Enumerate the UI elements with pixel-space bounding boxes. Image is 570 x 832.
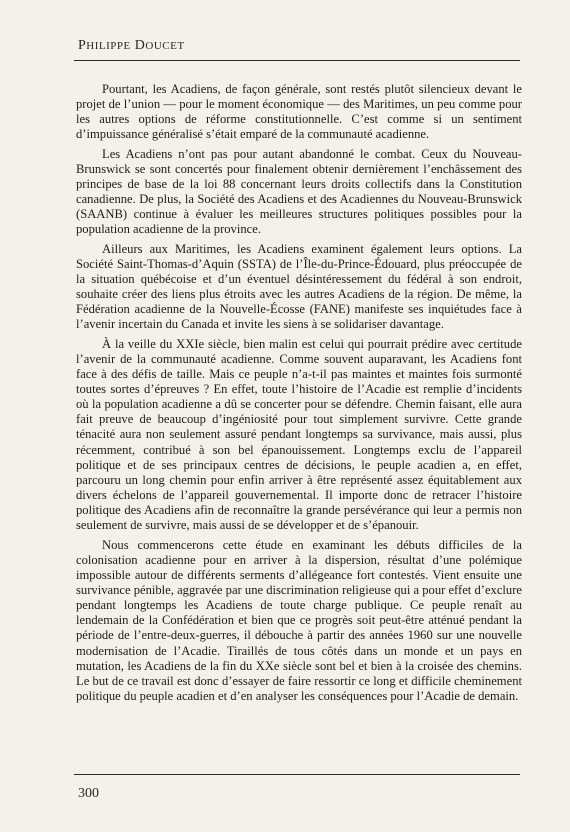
running-head: PHILIPPE DOUCET [78,38,185,53]
body-text [76,82,522,708]
paragraph-3: Ailleurs aux Maritimes, les Acadiens examinent également leurs options. La Société Saint-Thomas-d’Aquin (SSTA) de l’Île-du-Prince-Édouard, plus préoccupée de la situation québécoise et d’un éventuel désintéressement du fédéral à son endroit, souhaite créer des liens plus étroits avec les autres Acadiens de la région. De même, la Fédération acadienne de la Nouvelle-Écosse (FANE) manifeste ses inquiétudes face à l’avenir incertain du Canada et invite les siens à se solidariser davantage. [76,241,522,332]
footer-rule [74,774,520,775]
paragraph-2: Les Acadiens n’ont pas pour autant abandonné le combat. Ceux du Nouveau-Brunswick se sont concertés pour finalement obtenir dernièrement l’enchâssement des principes de base de la loi 88 concernant leurs droits collectifs dans la Constitution canadienne. De plus, la Société des Acadiens et des Acadiennes du Nouveau-Brunswick (SAANB) continue à évaluer les meilleures structures politiques possibles pour la population acadienne de la province. [76,146,522,237]
paragraph-1: Pourtant, les Acadiens, de façon générale, sont restés plutôt silencieux devant le projet de l’union — pour le moment économique — des Maritimes, un peu comme pour les autres options de réforme constitutionnelle. C’est comme si un sentiment d’impuissance généralisé s’était emparé de la communauté acadienne. [76,82,522,142]
paragraph-4: À la veille du XXIe siècle, bien malin est celui qui pourrait prédire avec certitude l’avenir de la communauté acadienne. Comme souvent auparavant, les Acadiens font face à des défis de taille. Mais ce peuple n’a-t-il pas maintes et maintes fois surmonté toutes sortes d’épreuves ? En effet, toute l’histoire de l’Acadie est remplie d’incidents où la population acadienne a dû se concerter pour se défendre. Chemin faisant, elle aura fait preuve de beaucoup d’ingéniosité pour tout simplement survivre. Cette grande ténacité aura non seulement assuré pendant longtemps sa survivance, mais aussi, plus récemment, contribué à son bel épanouissement. Longtemps exclu de l’appareil politique et de ses principaux centres de décisions, le peuple acadien a, en effet, parcouru un long chemin pour enfin arriver à être représenté assez équitablement aux divers échelons de l’appareil gouvernemental. Il importe donc de retracer l’histoire politique des Acadiens afin de reconnaître la grande persévérance qui leur a permis non seulement de survivre, mais aussi de se développer et de s’épanouir. [76,336,522,533]
paragraph-5: Nous commencerons cette étude en examinant les débuts difficiles de la colonisation acadienne pour en arriver à la dispersion, résultat d’une polémique impossible autour de différents serments d’allégeance fort contestés. Vient ensuite une survivance pénible, aggravée par une discrimination religieuse qui a pour effet d’exclure pendant longtemps les Acadiens de toute charge publique. Ce peuple renaît au lendemain de la Confédération et bien que ce progrès soit peut-être atténué pendant la période de l’entre-deux-guerres, il débouche à partir des années 1960 sur une nouvelle modernisation de l’Acadie. Tiraillés de tous côtés dans un monde et un pays en mutation, les Acadiens de la fin du XXe siècle sont bel et bien à la croisée des chemins. Le but de ce travail est donc d’essayer de faire ressortir ce long et difficile cheminement politique du peuple acadien et d’en analyser les conséquences pour l’Acadie de demain. [76,537,522,704]
page-number: 300 [78,786,99,801]
header-rule [74,60,520,61]
